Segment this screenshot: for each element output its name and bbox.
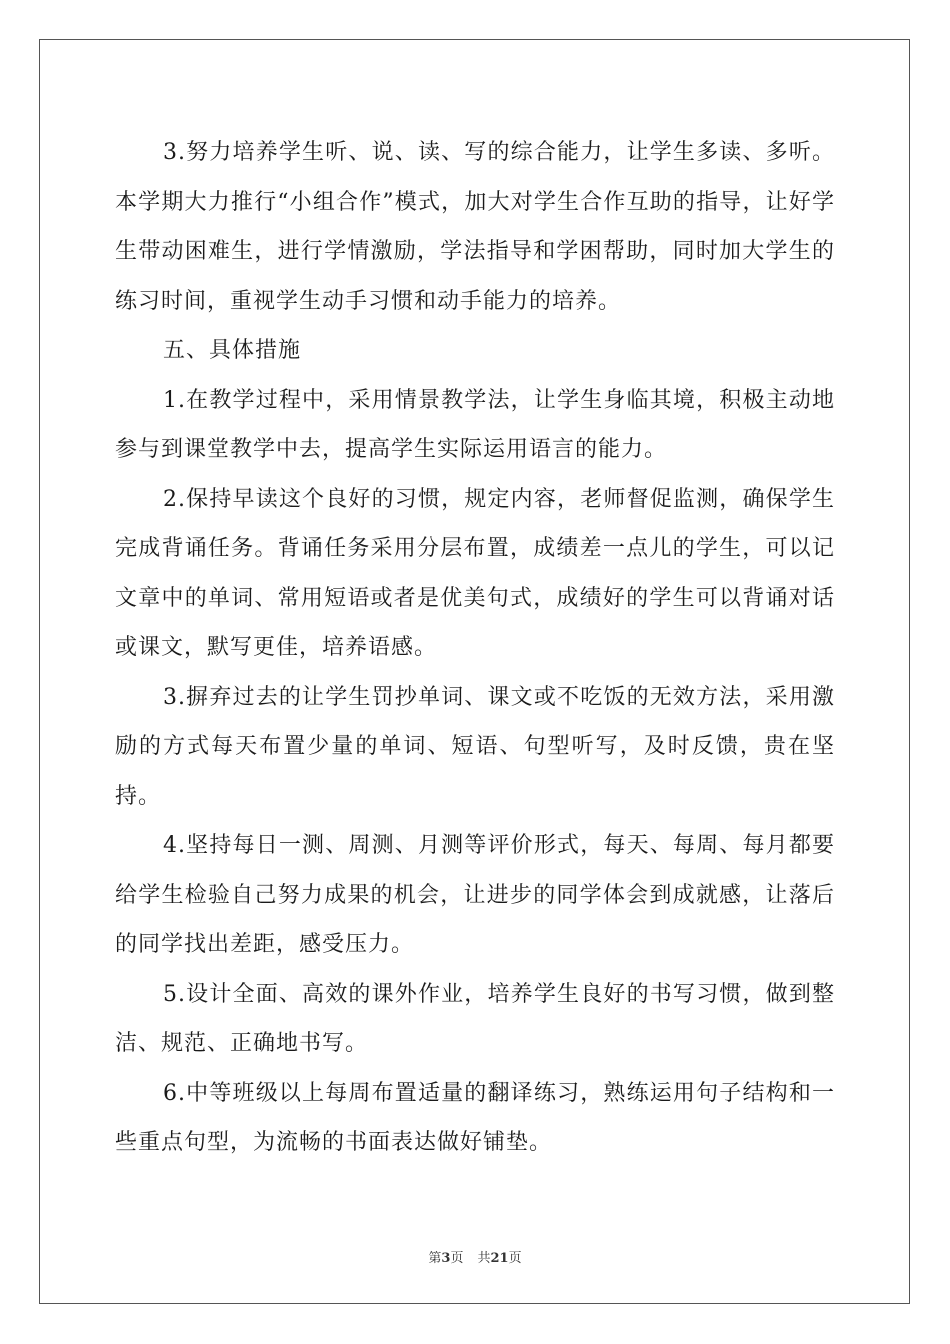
footer-prefix: 第 xyxy=(428,1251,442,1266)
page-footer xyxy=(0,1247,950,1266)
document-body xyxy=(115,128,835,1168)
section-heading: 五、具体措施 xyxy=(163,338,302,363)
paragraph: 2.保持早读这个良好的习惯，规定内容，老师督促监测，确保学生完成背诵任务。背诵任务采用分层布置，成绩差一点儿的学生，可以记文章中的单词、常用短语或者是优美句式，成绩好的学生可以背诵对话或课文，默写更佳，培养语感。 xyxy=(115,486,835,660)
footer-total-suffix: 页 xyxy=(508,1251,522,1266)
footer-page-suffix: 页 xyxy=(450,1251,464,1266)
paragraph: 3.努力培养学生听、说、读、写的综合能力，让学生多读、多听。本学期大力推行“小组合作”模式，加大对学生合作互助的指导，让好学生带动困难生，进行学情激励，学法指导和学困帮助，同时加大学生的练习时间，重视学生动手习惯和动手能力的培养。 xyxy=(115,140,835,314)
paragraph: 3.摒弃过去的让学生罚抄单词、课文或不吃饭的无效方法，采用激励的方式每天布置少量的单词、短语、句型听写，及时反馈，贵在坚持。 xyxy=(115,684,835,809)
current-page-number: 3 xyxy=(441,1251,451,1266)
total-pages-number: 21 xyxy=(490,1251,509,1266)
paragraph: 5.设计全面、高效的课外作业，培养学生良好的书写习惯，做到整洁、规范、正确地书写。 xyxy=(115,981,835,1056)
paragraph: 1.在教学过程中，采用情景教学法，让学生身临其境，积极主动地参与到课堂教学中去，提高学生实际运用语言的能力。 xyxy=(115,387,835,462)
paragraph: 4.坚持每日一测、周测、月测等评价形式，每天、每周、每月都要给学生检验自己努力成果的机会，让进步的同学体会到成就感，让落后的同学找出差距，感受压力。 xyxy=(115,833,835,957)
footer-total-prefix: 共 xyxy=(477,1251,491,1266)
paragraph: 6.中等班级以上每周布置适量的翻译练习，熟练运用句子结构和一些重点句型，为流畅的书面表达做好铺垫。 xyxy=(115,1080,835,1155)
